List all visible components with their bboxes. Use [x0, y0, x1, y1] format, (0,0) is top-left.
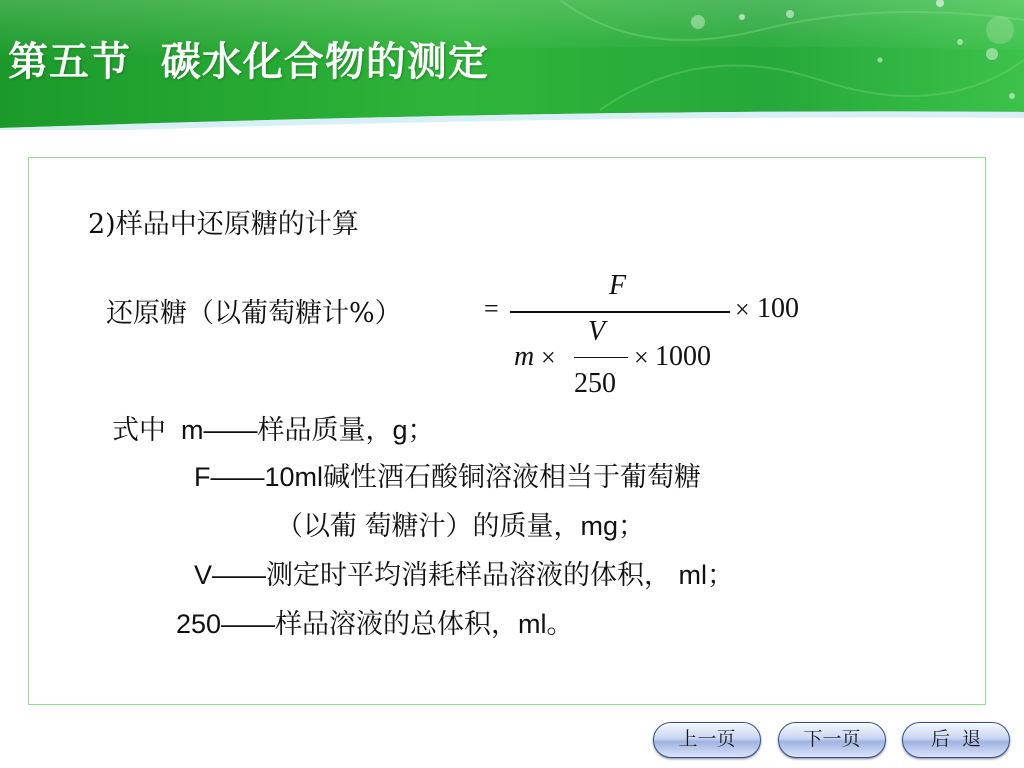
legend-line-F: F——10ml碱性酒石酸铜溶液相当于葡萄糖	[194, 462, 702, 492]
formula-inner-denominator-250: 250	[574, 368, 616, 399]
formula-factor-100: 100	[757, 293, 799, 324]
formula-numerator-F: F	[609, 270, 627, 301]
formula-times-1: ×	[541, 343, 556, 372]
formula-inner-fraction-bar	[574, 357, 628, 358]
header-banner	[0, 0, 1024, 130]
slide-title: 第五节 碳水化合物的测定	[8, 39, 489, 85]
legend-line-F-cont: （以葡 萄糖汁）的质量，mg；	[276, 511, 646, 541]
section-subheading: 2)样品中还原糖的计算	[88, 209, 359, 240]
legend-line-250: 250——样品溶液的总体积，ml。	[176, 609, 574, 639]
formula-times-2: ×	[634, 343, 649, 372]
formula-times-3: ×	[735, 295, 750, 324]
formula-factor-1000: 1000	[655, 341, 711, 372]
formula-inner-numerator-V: V	[588, 316, 606, 347]
legend-line-V: V——测定时平均消耗样品溶液的体积， ml；	[194, 560, 734, 590]
prev-page-button[interactable]: 上一页	[653, 722, 761, 758]
next-page-button[interactable]: 下一页	[778, 722, 886, 758]
formula-denominator-m: m	[514, 341, 535, 372]
formula-main-fraction-bar	[510, 311, 730, 313]
back-button[interactable]: 后 退	[902, 722, 1010, 758]
legend-line-m: 式中 m——样品质量，g；	[112, 415, 435, 445]
formula-equals: =	[484, 294, 499, 323]
formula-lhs: 还原糖（以葡萄糖计%）	[106, 298, 402, 329]
